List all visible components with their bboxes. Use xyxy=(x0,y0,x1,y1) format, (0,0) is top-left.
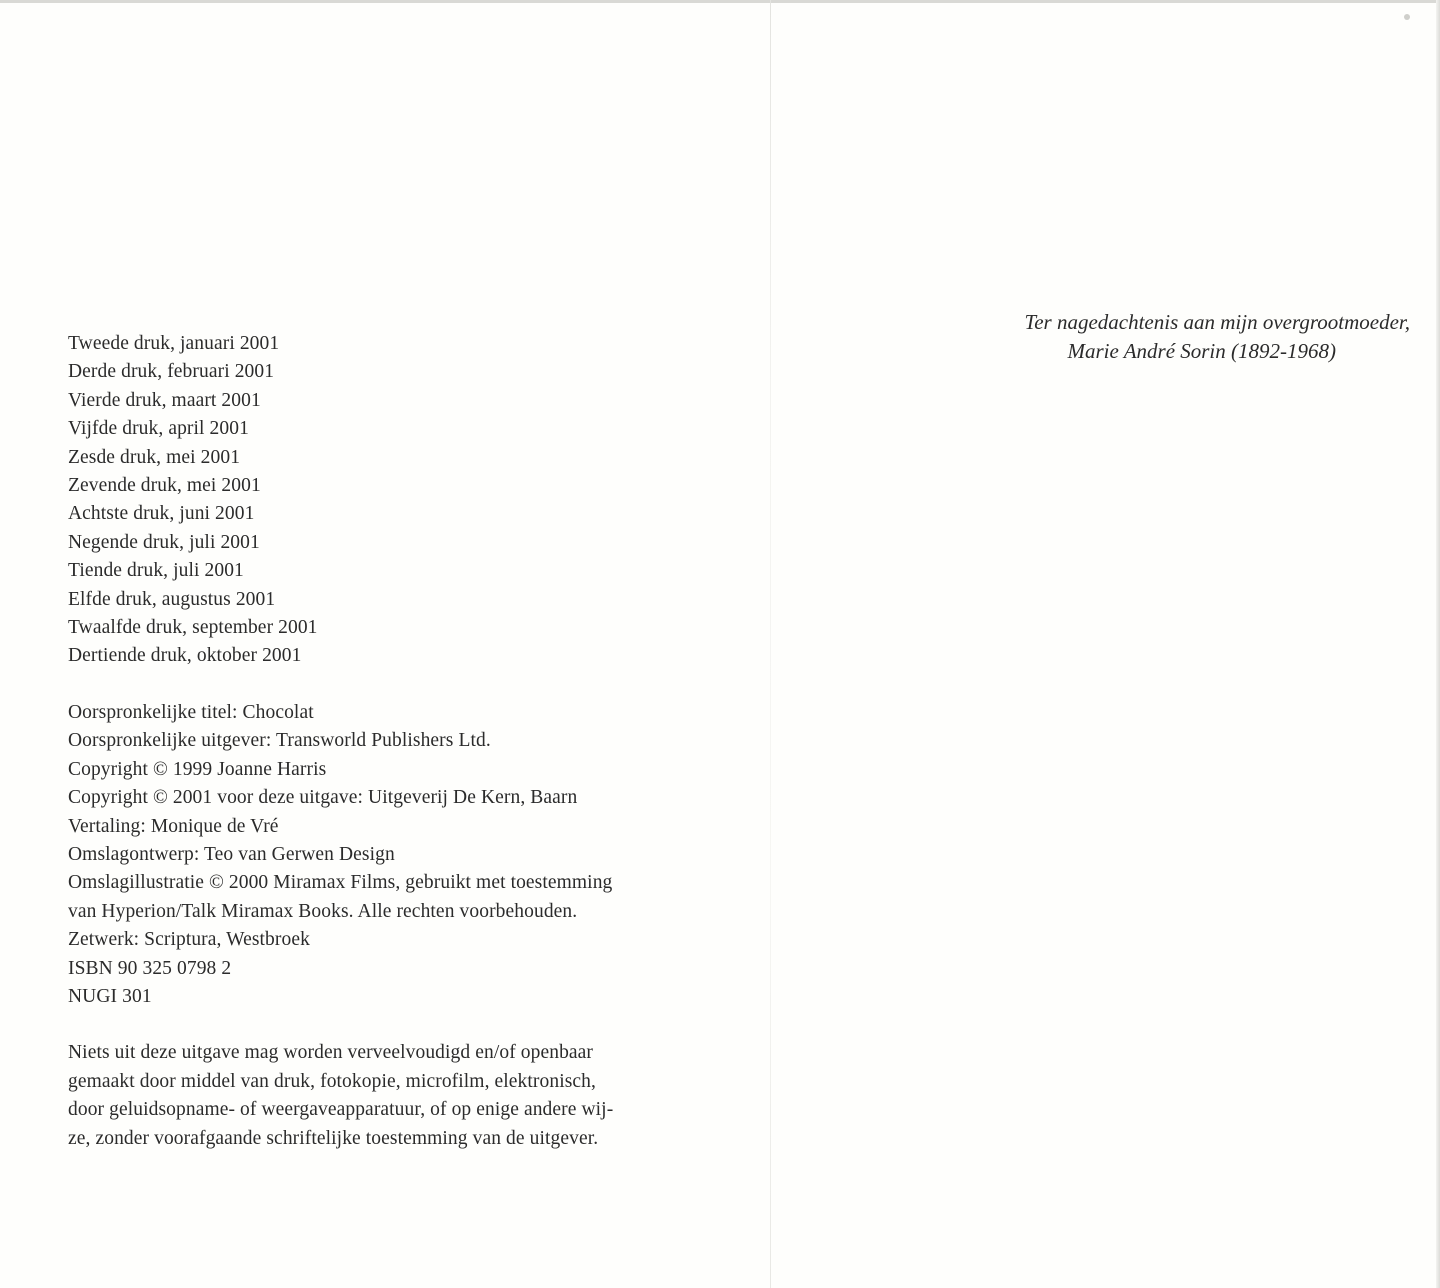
colophon-page xyxy=(68,330,708,1153)
copyright-edition: Copyright © 2001 voor deze uitgave: Uitgeverij De Kern, Baarn xyxy=(68,787,578,809)
edition-line: Dertiende druk, oktober 2001 xyxy=(68,645,302,667)
edition-line: Derde druk, februari 2001 xyxy=(68,361,275,383)
dedication-name: Marie André Sorin (1892-1968) xyxy=(1067,339,1336,363)
edition-line: Achtste druk, juni 2001 xyxy=(68,503,255,525)
original-title: Oorspronkelijke titel: Chocolat xyxy=(68,701,314,723)
rights-line: door geluidsopname- of weergaveapparatuur, of op enige andere wij- xyxy=(68,1099,614,1121)
edition-line: Zesde druk, mei 2001 xyxy=(68,446,241,468)
nugi: NUGI 301 xyxy=(68,985,152,1007)
rights-line: Niets uit deze uitgave mag worden verveelvoudigd en/of openbaar xyxy=(68,1042,594,1064)
dedication-page xyxy=(790,308,1410,366)
translator: Vertaling: Monique de Vré xyxy=(68,815,279,837)
edition-line: Twaalfde druk, september 2001 xyxy=(68,617,318,639)
edition-line: Negende druk, juli 2001 xyxy=(68,531,260,553)
edition-line: Elfde druk, augustus 2001 xyxy=(68,588,276,610)
page-right-edge xyxy=(1436,0,1440,1288)
isbn: ISBN 90 325 0798 2 xyxy=(68,957,232,979)
cover-illustration-credit: Omslagillustratie © 2000 Miramax Films, gebruikt met toestemming xyxy=(68,872,613,894)
edition-line: Vierde druk, maart 2001 xyxy=(68,389,261,411)
typesetting: Zetwerk: Scriptura, Westbroek xyxy=(68,929,310,951)
edition-line: Tiende druk, juli 2001 xyxy=(68,560,244,582)
original-publisher: Oorspronkelijke uitgever: Transworld Publishers Ltd. xyxy=(68,730,491,752)
paper-speck xyxy=(1404,14,1410,20)
publication-details xyxy=(68,699,708,1011)
cover-illustration-credit-cont: van Hyperion/Talk Miramax Books. Alle rechten voorbehouden. xyxy=(68,900,578,922)
book-gutter xyxy=(770,0,771,1288)
copyright-author: Copyright © 1999 Joanne Harris xyxy=(68,758,327,780)
rights-line: ze, zonder voorafgaande schriftelijke toestemming van de uitgever. xyxy=(68,1127,599,1149)
edition-history xyxy=(68,330,708,671)
edition-line: Zevende druk, mei 2001 xyxy=(68,475,261,497)
edition-line: Vijfde druk, april 2001 xyxy=(68,418,249,440)
rights-notice xyxy=(68,1039,708,1153)
edition-line: Tweede druk, januari 2001 xyxy=(68,333,280,354)
page-top-edge xyxy=(0,0,1440,3)
rights-line: gemaakt door middel van druk, fotokopie, microfilm, elektronisch, xyxy=(68,1070,596,1092)
dedication-text: Ter nagedachtenis aan mijn overgrootmoeder, xyxy=(1024,310,1410,334)
cover-design: Omslagontwerp: Teo van Gerwen Design xyxy=(68,843,395,865)
